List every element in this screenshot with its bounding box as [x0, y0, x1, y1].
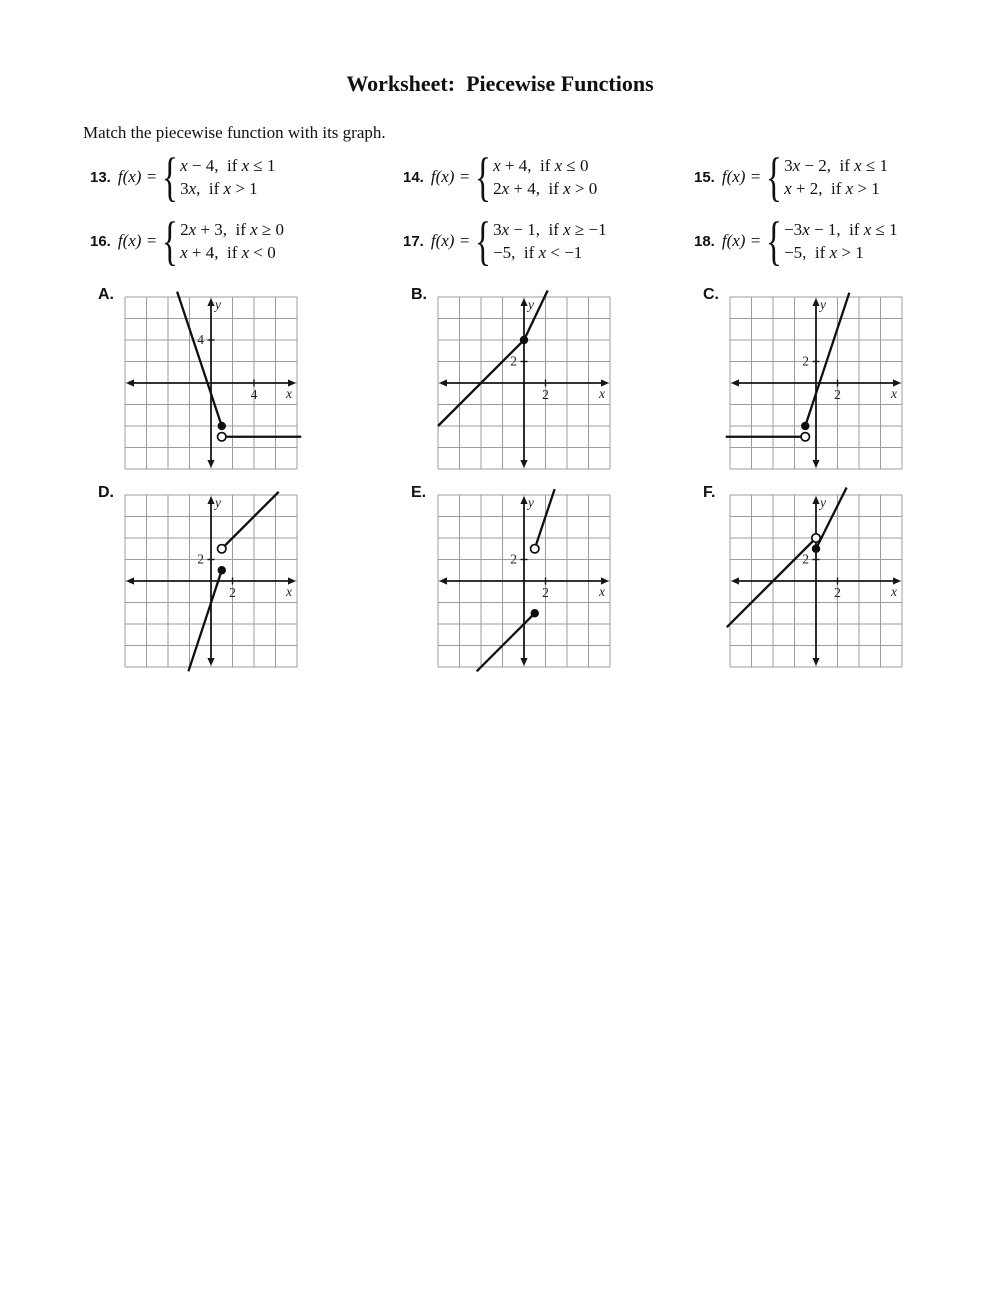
- function-notation: f(x) =: [721, 167, 762, 186]
- problem-item: [694, 210, 1000, 272]
- function-notation: f(x) =: [430, 231, 471, 250]
- axes: [444, 501, 604, 661]
- problems-grid: [90, 146, 1000, 272]
- piecewise-case-line: 3x − 2, if x ≤ 1: [784, 156, 889, 175]
- graph-plot: [116, 486, 306, 676]
- problem-item: [90, 146, 403, 208]
- function-curve: [727, 487, 847, 627]
- svg-text:2: 2: [542, 585, 549, 600]
- closed-point: [520, 336, 528, 344]
- plot-points: [218, 422, 226, 441]
- graph-plot: [721, 288, 911, 478]
- graph-figure: [90, 288, 403, 478]
- closed-point: [218, 422, 226, 430]
- closed-point: [531, 609, 539, 617]
- svg-text:x: x: [286, 584, 292, 599]
- function-notation: f(x) =: [721, 231, 762, 250]
- axis-ticks: [208, 340, 255, 387]
- graph-plot: [429, 486, 619, 676]
- piecewise-brace: {: [766, 147, 783, 207]
- svg-text:x: x: [599, 386, 605, 401]
- piecewise-cases: [493, 154, 597, 200]
- plot-points: [520, 336, 528, 344]
- svg-text:2: 2: [229, 585, 236, 600]
- graph-plot: [721, 486, 911, 676]
- closed-point: [801, 422, 809, 430]
- open-point: [218, 433, 226, 441]
- svg-text:2: 2: [510, 353, 517, 369]
- svg-text:y: y: [528, 297, 534, 312]
- piecewise-case-line: x + 4, if x ≤ 0: [493, 156, 589, 175]
- graph-figure: [403, 288, 695, 478]
- svg-text:4: 4: [197, 332, 204, 347]
- problem-item: [694, 146, 1000, 208]
- open-point: [801, 433, 809, 441]
- problem-number: 18.: [694, 232, 715, 250]
- piecewise-case-line: 2x + 3, if x ≥ 0: [180, 220, 285, 239]
- svg-text:2: 2: [834, 387, 841, 402]
- svg-text:2: 2: [542, 387, 549, 402]
- problem-item: [403, 146, 694, 208]
- svg-text:x: x: [286, 386, 292, 401]
- graph-plot: [429, 288, 619, 478]
- piecewise-cases: [180, 154, 275, 200]
- graph-figure: [695, 288, 1000, 478]
- svg-text:y: y: [820, 297, 826, 312]
- function-curve: [177, 292, 301, 437]
- svg-text:4: 4: [250, 387, 258, 402]
- piecewise-cases: [493, 218, 607, 264]
- graph-label: A.: [98, 286, 114, 303]
- closed-point: [812, 545, 820, 553]
- svg-text:y: y: [215, 297, 221, 312]
- svg-text:y: y: [528, 495, 534, 510]
- plot-points: [801, 422, 809, 441]
- function-notation: f(x) =: [117, 167, 158, 186]
- piecewise-case-line: x + 4, if x < 0: [180, 243, 276, 262]
- piecewise-case-line: −5, if x < −1: [493, 243, 583, 262]
- graph-plot: [116, 288, 306, 478]
- piecewise-cases: [180, 218, 284, 264]
- problem-item: [90, 210, 403, 272]
- open-point: [531, 545, 539, 553]
- axes: [736, 501, 896, 661]
- piecewise-cases: [784, 154, 888, 200]
- closed-point: [218, 566, 226, 574]
- graph-label: F.: [703, 484, 716, 501]
- problem-number: 15.: [694, 168, 715, 186]
- svg-text:y: y: [215, 495, 221, 510]
- piecewise-case-line: x − 4, if x ≤ 1: [180, 156, 276, 175]
- graph-label: D.: [98, 484, 114, 501]
- piecewise-case-line: 3x, if x > 1: [180, 179, 258, 198]
- piecewise-case-line: 2x + 4, if x > 0: [493, 179, 598, 198]
- problem-item: [403, 210, 694, 272]
- svg-text:2: 2: [802, 353, 809, 369]
- piecewise-case-line: −3x − 1, if x ≤ 1: [784, 220, 898, 239]
- problem-number: 17.: [403, 232, 424, 250]
- svg-text:2: 2: [802, 551, 809, 567]
- svg-text:2: 2: [510, 551, 517, 567]
- function-notation: f(x) =: [430, 167, 471, 186]
- svg-text:x: x: [599, 584, 605, 599]
- piecewise-case-line: x + 2, if x > 1: [784, 179, 880, 198]
- instruction-text: Match the piecewise function with its graph.: [83, 123, 386, 142]
- problem-number: 14.: [403, 168, 424, 186]
- graph-label: B.: [411, 286, 427, 303]
- open-point: [812, 534, 820, 542]
- svg-text:x: x: [891, 584, 897, 599]
- open-point: [218, 545, 226, 553]
- piecewise-cases: [784, 218, 898, 264]
- function-notation: f(x) =: [117, 231, 158, 250]
- graph-figure: [90, 486, 403, 676]
- svg-text:x: x: [891, 386, 897, 401]
- axes: [736, 303, 896, 463]
- graphs-grid: [90, 288, 1000, 676]
- piecewise-brace: {: [475, 147, 492, 207]
- function-curve: [726, 293, 850, 437]
- page-title: Worksheet: Piecewise Functions: [346, 71, 654, 96]
- piecewise-brace: {: [766, 211, 783, 271]
- piecewise-case-line: −5, if x > 1: [784, 243, 864, 262]
- svg-text:2: 2: [197, 551, 204, 567]
- problem-number: 16.: [90, 232, 111, 250]
- graph-label: C.: [703, 286, 719, 303]
- svg-text:2: 2: [834, 585, 841, 600]
- svg-text:y: y: [820, 495, 826, 510]
- piecewise-brace: {: [162, 211, 179, 271]
- piecewise-case-line: 3x − 1, if x ≥ −1: [493, 220, 607, 239]
- problem-number: 13.: [90, 168, 111, 186]
- piecewise-brace: {: [475, 211, 492, 271]
- graph-figure: [403, 486, 695, 676]
- axes: [444, 303, 604, 463]
- axes: [131, 303, 291, 463]
- graph-figure: [695, 486, 1000, 676]
- piecewise-brace: {: [162, 147, 179, 207]
- graph-label: E.: [411, 484, 427, 501]
- axes: [131, 501, 291, 661]
